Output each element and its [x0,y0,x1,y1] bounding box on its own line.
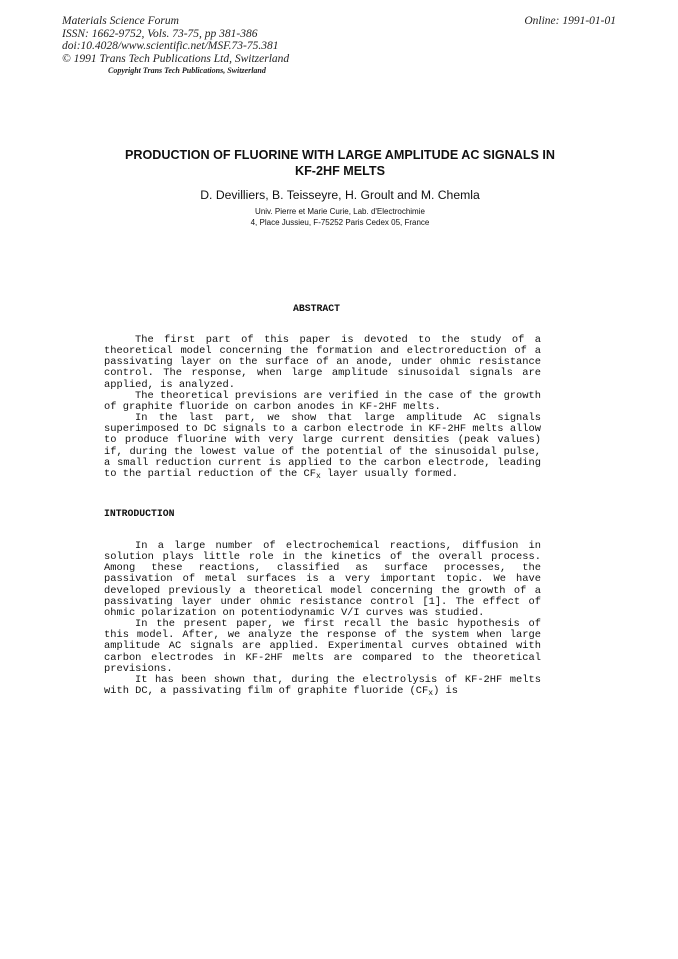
publisher-line: Copyright Trans Tech Publications, Switzerland [108,66,266,75]
online-date: Online: 1991-01-01 [524,15,616,27]
copyright-notice: © 1991 Trans Tech Publications Ltd, Switzerland [62,52,290,65]
issn-line: ISSN: 1662-9752, Vols. 73-75, pp 381-386 [62,27,258,40]
abstract-heading: ABSTRACT [293,303,341,314]
journal-name: Materials Science Forum [62,15,179,27]
doi-line: doi:10.4028/www.scientific.net/MSF.73-75.381 [62,40,279,52]
intro-paragraph-1: In a large number of electrochemical reactions, diffusion in solution plays little role in the kinetics of the overall process. Among these reactions, classified as surface processes, the passivation of metal surfaces is a very important topic. We have developed previously a theoretical model concerning the growth of a passivating layer under ohmic resistance control [1]. The effect of ohmic polarization on potentiodynamic V/I curves was studied. [104,540,541,619]
title-line-1: PRODUCTION OF FLUORINE WITH LARGE AMPLITUDE AC SIGNALS IN [124,148,556,162]
affiliation-line-2: 4, Place Jussieu, F-75252 Paris Cedex 05, France [250,218,430,227]
author-list: D. Devilliers, B. Teisseyre, H. Groult and M. Chemla [200,188,480,202]
title-line-2: KF-2HF MELTS [294,164,385,178]
affiliation-line-1: Univ. Pierre et Marie Curie, Lab. d'Electrochimie [255,207,425,216]
abstract-paragraph-1: The first part of this paper is devoted to the study of a theoretical model concerning the formation and electroreduction of a passivating layer on the surface of an anode, under ohmic resistance control. The response, when large amplitude sinusoidal signals are applied, is analyzed. [104,334,541,391]
abstract-paragraph-3: In the last part, we show that large amplitude AC signals superimposed to DC signals to a carbon electrode in KF-2HF melts allow to produce fluorine with very large current densities (peak values) if, during the lowest value of the potential of the sinusoidal pulse, a small reduction current is applied to the carbon electrode, leading to the partial reduction of the $CF_x$ layer usually formed. [104,412,541,481]
introduction-body [104,541,541,697]
introduction-heading: INTRODUCTION [104,508,175,519]
intro-paragraph-3: It has been shown that, during the electrolysis of KF-2HF melts with DC, a passivating film of graphite fluoride $(CF_x)$ is [104,673,541,699]
journal-info [62,15,289,65]
intro-paragraph-2: In the present paper, we first recall the basic hypothesis of this model. After, we analyze the response of the system when large amplitude AC signals are applied. Experimental curves obtained with carbon electrodes in KF-2HF melts are compared to the theoretical previsions. [104,618,541,675]
abstract-body [104,335,541,480]
paper-title [90,147,590,179]
affiliation [90,206,590,228]
abstract-paragraph-2: The theoretical previsions are verified in the case of the growth of graphite fluoride on carbon anodes in KF-2HF melts. [104,389,541,413]
